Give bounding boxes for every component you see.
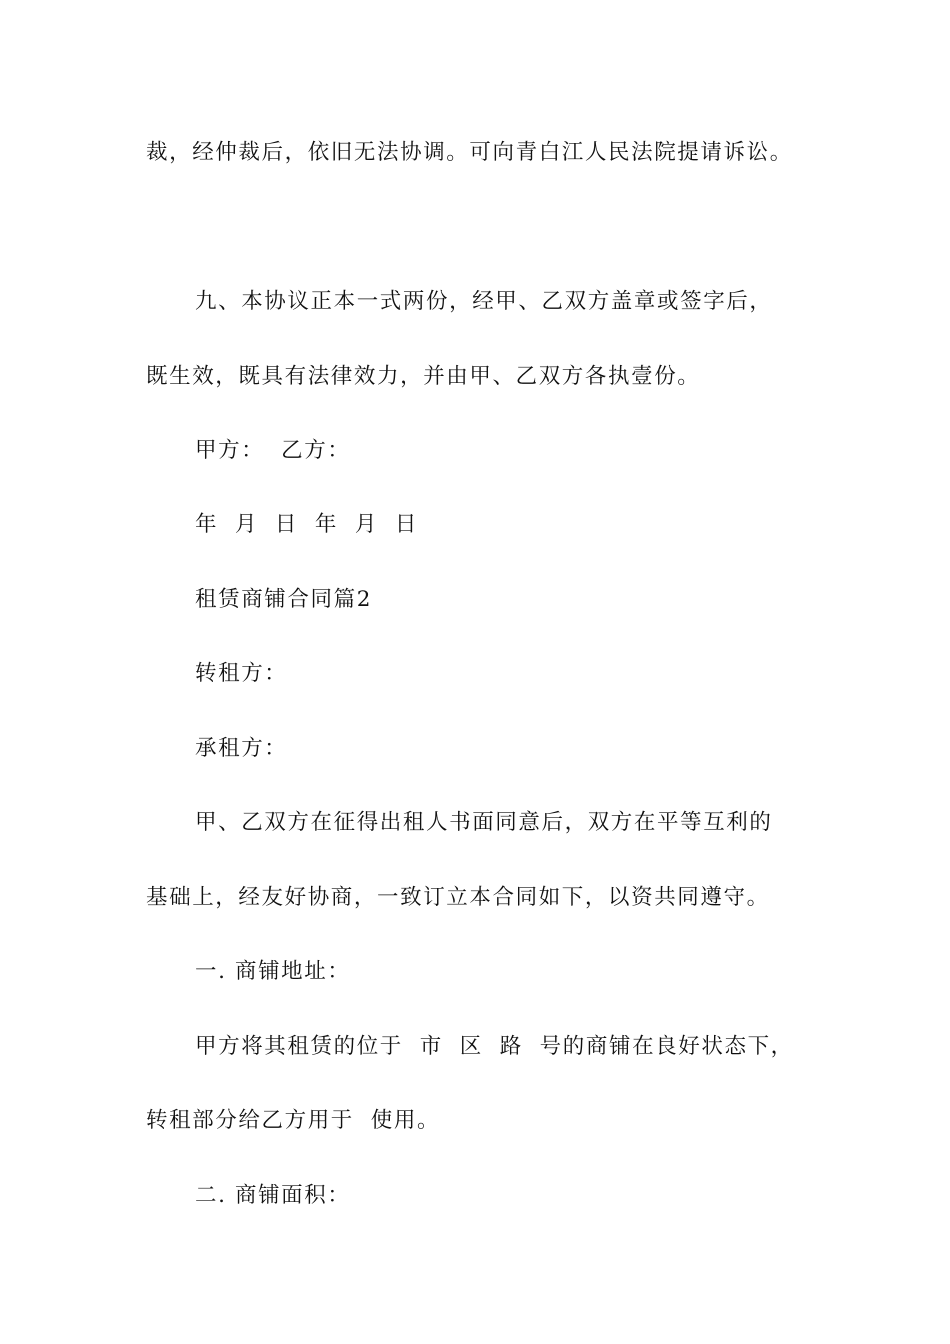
clause-nine-line: 九、本协议正本一式两份，经甲、乙双方盖章或签字后， [195,289,773,314]
clause-heading: 二. 商铺面积： [195,1183,351,1208]
paragraph-line: 甲方将其租赁的位于 市 区 路 号的商铺在良好状态下， [195,1034,794,1059]
paragraph-line: 既生效，既具有法律效力，并由甲、乙双方各执壹份。 [146,364,701,389]
paragraph-line: 裁，经仲裁后，依旧无法协调。可向青白江人民法院提请诉讼。 [146,140,793,165]
clause-heading: 一. 商铺地址： [195,959,351,984]
sublessor-label: 转租方： [195,661,288,686]
lessee-label: 承租方： [195,736,288,761]
paragraph-line: 基础上，经友好协商，一致订立本合同如下，以资共同遵守。 [146,885,770,910]
signature-parties-line: 甲方： 乙方： [195,438,351,463]
paragraph-line: 转租部分给乙方用于 使用。 [146,1108,441,1133]
section-title: 租赁商铺合同篇2 [195,587,372,612]
signature-date-line: 年 月 日 年 月 日 [195,512,418,537]
paragraph-line: 甲、乙双方在征得出租人书面同意后，双方在平等互利的 [195,810,773,835]
